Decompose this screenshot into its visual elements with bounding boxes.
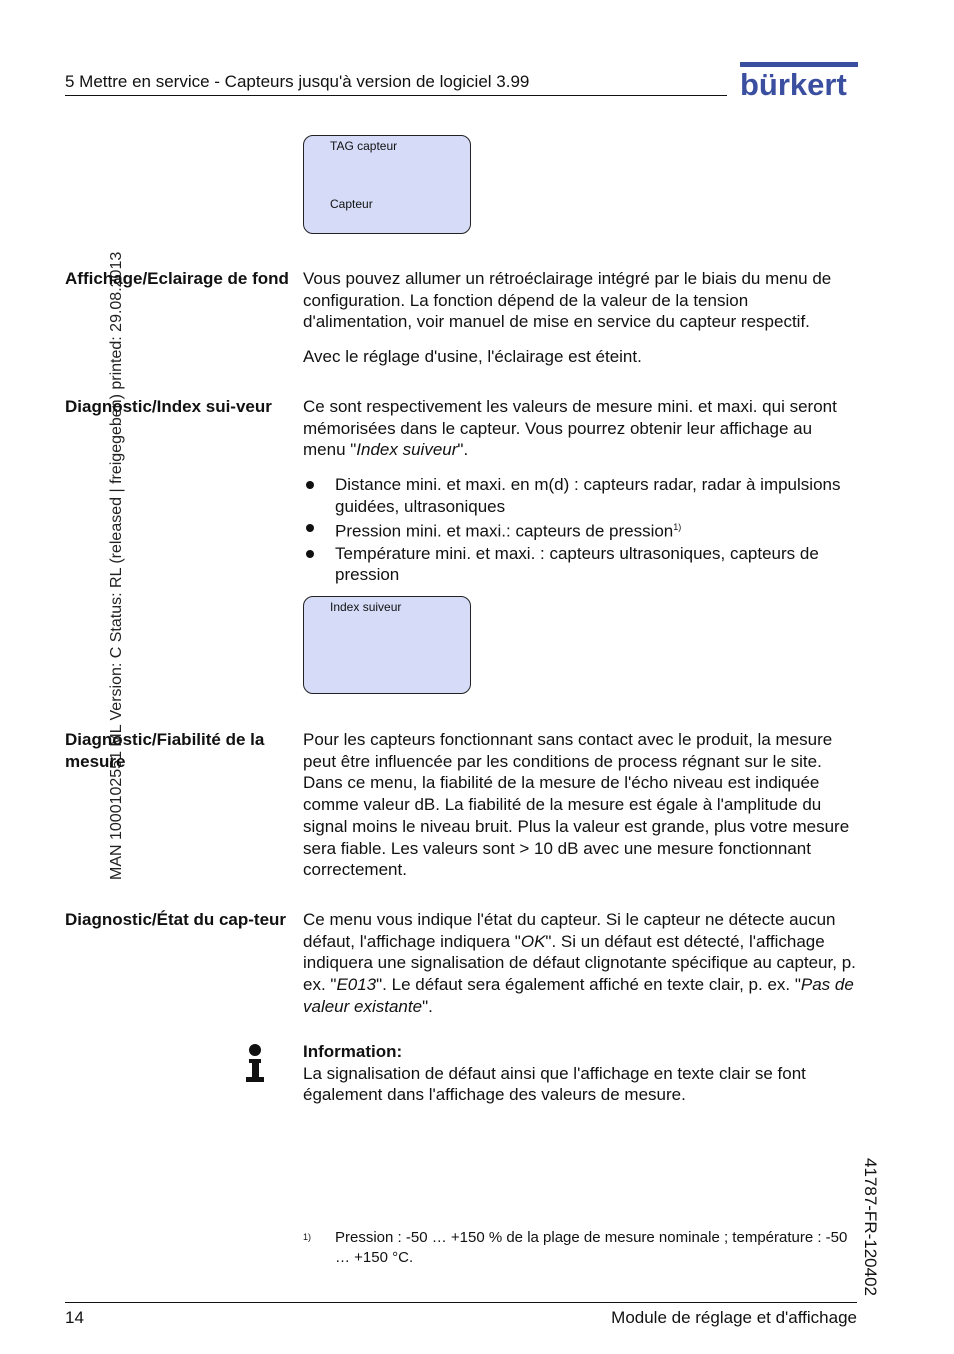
footer-title: Module de réglage et d'affichage	[611, 1308, 857, 1327]
label-peak: Diagnostic/Index sui-veur	[65, 397, 272, 416]
lcd-line-1: Index suiveur	[330, 600, 402, 614]
label-status: Diagnostic/État du cap-teur	[65, 910, 287, 929]
lcd-line-1: TAG capteur	[330, 139, 398, 153]
backlight-text	[303, 268, 859, 368]
lcd-display-peak	[303, 596, 471, 694]
footnote-mark: 1)	[303, 1232, 312, 1242]
lcd-line-2: Capteur	[330, 197, 373, 211]
list-item: Pression mini. et maxi.: capteurs de pression$^{1)}$	[303, 517, 859, 542]
reliability-text: Pour les capteurs fonctionnant sans contact avec le produit, la mesure peut être influencée par les conditions de process régnant sur le site. Dans ce menu, la fiabilité de la mesure de l'écho niveau est indiquée comme valeur dB. La fiabilité de la mesure est égale à l'amplitude du signal moins le niveau bruit. Plus la valeur est grande, plus votre mesure sera fiable. Les valeurs sont > 10 dB avec une mesure fonctionnant correctement.	[303, 730, 850, 880]
label-reliability: Diagnostic/Fiabilité de la mesure	[65, 730, 265, 771]
page-number: 14	[65, 1308, 84, 1327]
side-status-text: MAN 1000102551 ML Version: C Status: RL (released | freigegeben) printed: 29.08.2013	[108, 251, 125, 880]
header-rule	[65, 95, 727, 96]
burkert-logo	[740, 62, 858, 105]
lcd-display-tag	[303, 135, 471, 234]
info-title: Information:	[303, 1042, 403, 1061]
footnote-text: Pression : -50 … +150 % de la plage de mesure nominale ; température : -50 … +150 °C.	[335, 1229, 848, 1266]
info-block	[303, 1041, 859, 1106]
info-icon	[245, 1044, 265, 1089]
status-text: Ce menu vous indique l'état du capteur. Si le capteur ne détecte aucun défaut, l'affichage indiquera "OK". Si un défaut est détecté, l'affichage indiquera une signalisation de défaut clignotante spécifique au capteur, p. ex. "E013". Le défaut sera également affiché en texte clair, p. ex. "Pas de valeur existante".	[303, 910, 856, 1016]
header-chapter: 5 Mettre en service - Capteurs jusqu'à version de logiciel 3.99	[65, 72, 530, 91]
list-item: Distance mini. et maxi. en m(d) : capteurs radar, radar à impulsions guidées, ultrasoniques	[303, 474, 859, 517]
backlight-p1: Vous pouvez allumer un rétroéclairage intégré par le biais du menu de configuration. La fonction dépend de la valeur de la tension d'alimentation, voir manuel de mise en service du capteur respectif.	[303, 269, 832, 332]
backlight-p2: Avec le réglage d'usine, l'éclairage est éteint.	[303, 347, 642, 367]
info-text: La signalisation de défaut ainsi que l'affichage en texte clair se font également dans l'affichage des valeurs de mesure.	[303, 1063, 806, 1105]
peak-text	[303, 396, 859, 461]
brand-text: bürkert	[740, 67, 847, 100]
footer-rule	[65, 1302, 857, 1303]
peak-bullet-list	[303, 474, 859, 586]
peak-p1: Ce sont respectivement les valeurs de mesure mini. et maxi. qui seront mémorisées dans le capteur. Vous pourrez obtenir leur affichage au menu "Index suiveur".	[303, 397, 837, 460]
document-number: 41787-FR-120402	[861, 1158, 880, 1296]
label-backlight: Affichage/Eclairage de fond	[65, 269, 289, 288]
list-item: Température mini. et maxi. : capteurs ultrasoniques, capteurs de pression	[303, 543, 859, 586]
